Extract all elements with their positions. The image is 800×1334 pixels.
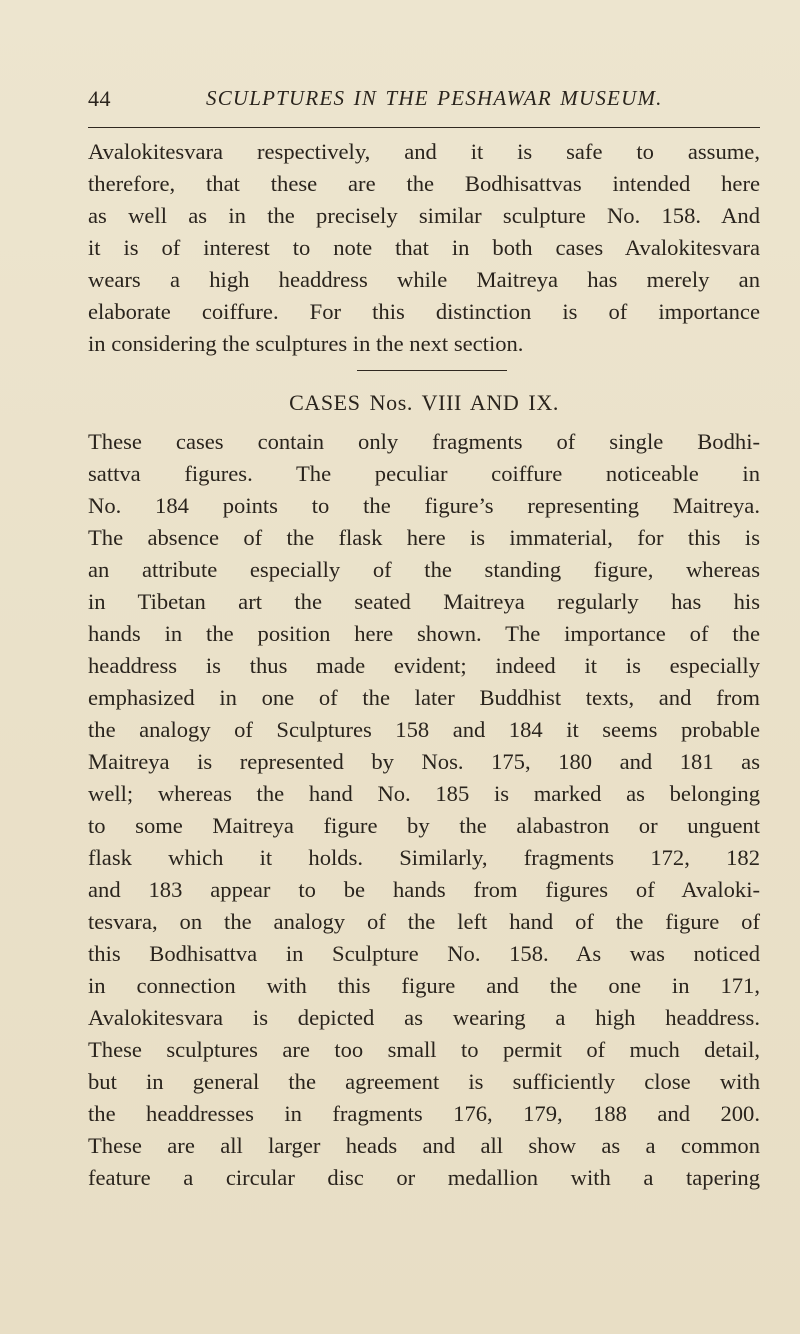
text-line: The absence of the flask here is immaterial, for this is bbox=[88, 525, 760, 550]
text-line: These cases contain only fragments of single Bodhi- bbox=[88, 429, 760, 454]
text-line: to some Maitreya figure by the alabastron or unguent bbox=[88, 813, 760, 838]
text-line: this Bodhisattva in Sculpture No. 158. As was noticed bbox=[88, 941, 760, 966]
text-line: and 183 appear to be hands from figures of Avaloki- bbox=[88, 877, 760, 902]
text-line: These sculptures are too small to permit of much detail, bbox=[88, 1037, 760, 1062]
paragraph-1 bbox=[88, 136, 760, 360]
text-line: hands in the position here shown. The importance of the bbox=[88, 621, 760, 646]
text-line: These are all larger heads and all show as a common bbox=[88, 1133, 760, 1158]
text-line: the analogy of Sculptures 158 and 184 it seems probable bbox=[88, 717, 760, 742]
text-line: Avalokitesvara is depicted as wearing a high headdress. bbox=[88, 1005, 760, 1030]
header-rule bbox=[88, 127, 760, 128]
text-line: wears a high headdress while Maitreya has merely an bbox=[88, 267, 760, 292]
text-line: in Tibetan art the seated Maitreya regularly has his bbox=[88, 589, 760, 614]
text-line: emphasized in one of the later Buddhist texts, and from bbox=[88, 685, 760, 710]
text-line: elaborate coiffure. For this distinction is of importance bbox=[88, 299, 760, 324]
text-line: No. 184 points to the figure’s representing Maitreya. bbox=[88, 493, 760, 518]
text-line: therefore, that these are the Bodhisattvas intended here bbox=[88, 171, 760, 196]
text-line: the headdresses in fragments 176, 179, 188 and 200. bbox=[88, 1101, 760, 1126]
text-line: in considering the sculptures in the next section. bbox=[88, 331, 524, 356]
text-line: well; whereas the hand No. 185 is marked as belonging bbox=[88, 781, 760, 806]
text-line: but in general the agreement is sufficiently close with bbox=[88, 1069, 760, 1094]
text-line: as well as in the precisely similar sculpture No. 158. And bbox=[88, 203, 760, 228]
text-line: Maitreya is represented by Nos. 175, 180 and 181 as bbox=[88, 749, 760, 774]
text-line: feature a circular disc or medallion with a tapering bbox=[88, 1165, 760, 1190]
text-line: an attribute especially of the standing figure, whereas bbox=[88, 557, 760, 582]
page-number: 44 bbox=[88, 86, 111, 111]
text-line: it is of interest to note that in both cases Avalokitesvara bbox=[88, 235, 760, 260]
running-title: SCULPTURES IN THE PESHAWAR MUSEUM. bbox=[206, 86, 663, 110]
text-line: flask which it holds. Similarly, fragments 172, 182 bbox=[88, 845, 760, 870]
paragraph-2 bbox=[88, 426, 760, 1194]
text-line: sattva figures. The peculiar coiffure noticeable in bbox=[88, 461, 760, 486]
text-line: Avalokitesvara respectively, and it is safe to assume, bbox=[88, 139, 760, 164]
text-line: tesvara, on the analogy of the left hand of the figure of bbox=[88, 909, 760, 934]
page-header bbox=[88, 86, 760, 120]
text-line: in connection with this figure and the one in 171, bbox=[88, 973, 760, 998]
section-heading: CASES Nos. VIII AND IX. bbox=[289, 390, 559, 415]
section-divider bbox=[357, 370, 507, 371]
text-line: headdress is thus made evident; indeed it is especially bbox=[88, 653, 760, 678]
